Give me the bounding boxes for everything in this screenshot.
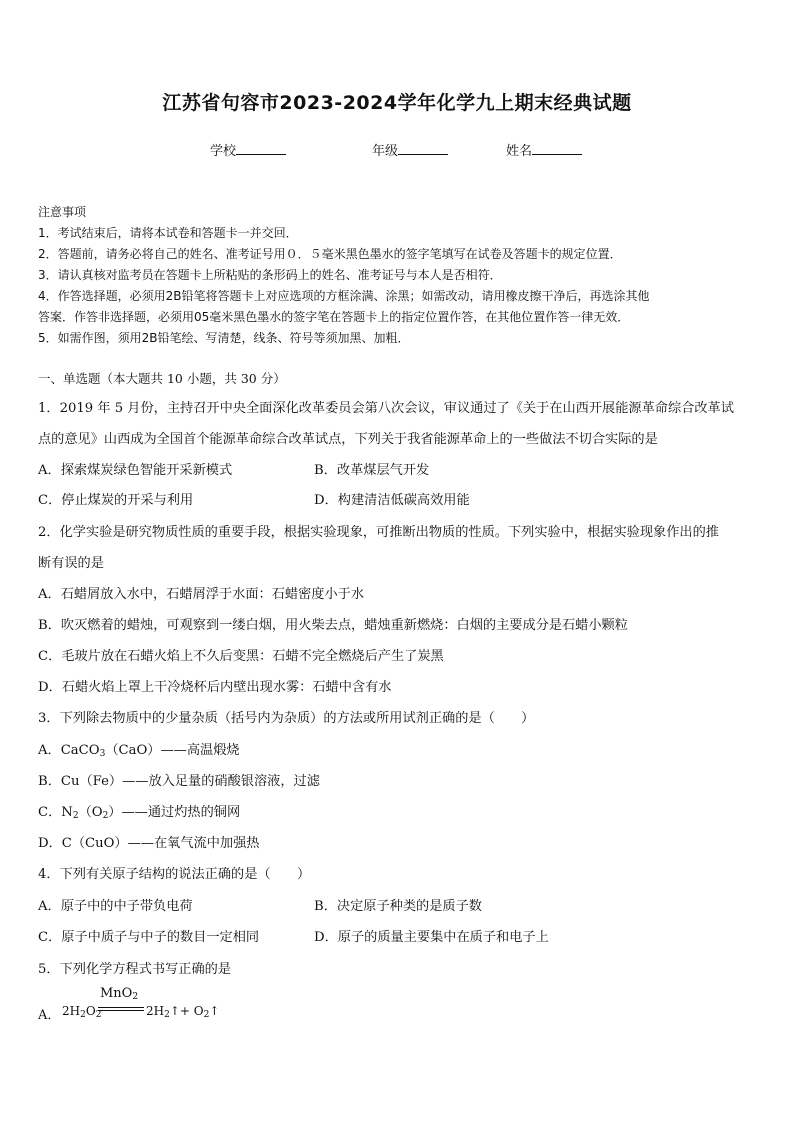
- notice-heading: 注意事项: [38, 205, 87, 219]
- q5-a-left-mid: O: [85, 1004, 96, 1018]
- q3-c-sub2: 2: [102, 811, 109, 821]
- page-title: 江苏省句容市2023-2024学年化学九上期末经典试题: [162, 92, 632, 114]
- q3-c-sub1: 2: [72, 811, 79, 821]
- notice-item: 3．请认真核对监考员在答题卡上所粘贴的条形码上的姓名、准考证号与本人是否相符．: [38, 268, 502, 282]
- q5-a-catalyst-text: MnO: [100, 986, 133, 1001]
- q5-a-left: 2H: [62, 1004, 81, 1018]
- q1-option-d[interactable]: D．构建清洁低碳高效用能: [314, 493, 470, 508]
- q3-a-prefix: A．CaCO: [38, 743, 100, 758]
- school-field: [210, 140, 286, 159]
- q5-a-right-rest: ↑+ O: [169, 1004, 204, 1018]
- notice-item: 5．如需作图，须用2B铅笔绘、写清楚，线条、符号等须加黑、加粗．: [38, 331, 410, 345]
- notice-item: 答案．作答非选择题，必须用05毫米黑色墨水的签字笔在答题卡上的指定位置作答，在其他位置作答一律无效．: [38, 310, 630, 324]
- notice-item: 2．答题前，请务必将自己的姓名、准考证号用０．５毫米黑色墨水的签字笔填写在试卷及答题卡的规定位置．: [38, 247, 622, 261]
- q3-c-rest: ）——通过灼热的铜网: [108, 805, 241, 820]
- equation-bar-top: [98, 1007, 144, 1008]
- school-blank[interactable]: [236, 142, 286, 155]
- name-label: 姓名: [506, 144, 533, 159]
- notice-item: 4．作答选择题，必须用2B铅笔将答题卡上对应选项的方框涂满、涂黑；如需改动，请用橡皮擦干净后，再选涂其他: [38, 289, 650, 303]
- q5-a-left-sub2: 2: [95, 1010, 102, 1020]
- q4-option-d[interactable]: D．原子的质量主要集中在质子和电子上: [314, 930, 549, 945]
- section-heading: 一、单选题（本大题共 10 小题，共 30 分）: [38, 371, 286, 386]
- notice-item: 1．考试结束后，请将本试卷和答题卡一并交回．: [38, 226, 298, 240]
- q3-option-a[interactable]: [38, 739, 240, 759]
- question-3-stem: 3．下列除去物质中的少量杂质（括号内为杂质）的方法或所用试剂正确的是（ ）: [38, 711, 535, 726]
- q3-option-c[interactable]: [38, 801, 240, 821]
- equation-bar-bottom: [98, 1010, 144, 1011]
- grade-field: [372, 140, 448, 159]
- q3-c-prefix: C．N: [38, 805, 73, 820]
- q4-option-b[interactable]: B．决定原子种类的是质子数: [314, 899, 482, 914]
- q3-option-b[interactable]: B．Cu（Fe）——放入足量的硝酸银溶液，过滤: [38, 774, 320, 789]
- q4-option-a[interactable]: A．原子中的中子带负电荷: [38, 899, 193, 914]
- q1-option-b[interactable]: B．改革煤层气开发: [314, 463, 430, 478]
- question-4-stem: 4．下列有关原子结构的说法正确的是（ ）: [38, 867, 311, 882]
- q3-option-d[interactable]: D．C（CuO）——在氧气流中加强热: [38, 836, 260, 851]
- school-label: 学校: [210, 144, 237, 159]
- q5-a-right-sub: 2: [164, 1010, 170, 1020]
- q3-a-rest: （CaO）——高温煅烧: [105, 743, 240, 758]
- q2-option-d[interactable]: D．石蜡火焰上罩上干冷烧杯后内壁出现水雾：石蜡中含有水: [38, 680, 392, 695]
- grade-blank[interactable]: [398, 142, 448, 155]
- q5-a-catalyst-sub: 2: [132, 992, 139, 1002]
- q5-a-reactants: [62, 1004, 101, 1020]
- q2-option-a[interactable]: A．石蜡屑放入水中，石蜡屑浮于水面：石蜡密度小于水: [38, 587, 365, 602]
- question-2-stem: 2．化学实验是研究物质性质的重要手段，根据实验现象，可推断出物质的性质。下列实验中，根据实验现象作出的推: [38, 525, 719, 540]
- q5-option-a[interactable]: [38, 986, 298, 1026]
- q2-option-c[interactable]: C．毛玻片放在石蜡火焰上不久后变黑：石蜡不完全燃烧后产生了炭黑: [38, 649, 444, 664]
- q5-a-label: A．: [38, 1008, 61, 1023]
- question-2-stem-cont: 断有误的是: [38, 556, 104, 571]
- q1-option-a[interactable]: A．探索煤炭绿色智能开采新模式: [38, 463, 233, 478]
- question-1-stem: 1．2019 年 5 月份，主持召开中央全面深化改革委员会第八次会议，审议通过了《关于在山西开展能源革命综合改革试: [38, 401, 734, 416]
- q5-a-left-sub1: 2: [80, 1010, 86, 1020]
- q3-c-mid: （O: [78, 805, 103, 820]
- name-blank[interactable]: [532, 142, 582, 155]
- q3-a-sub: 3: [99, 749, 106, 759]
- q5-a-products: [146, 1004, 219, 1020]
- name-field: [506, 140, 582, 159]
- question-5-stem: 5．下列化学方程式书写正确的是: [38, 962, 232, 977]
- q1-option-c[interactable]: C．停止煤炭的开采与利用: [38, 493, 194, 508]
- q5-a-right-sub2: 2: [203, 1010, 210, 1020]
- q4-option-c[interactable]: C．原子中质子与中子的数目一定相同: [38, 930, 260, 945]
- grade-label: 年级: [372, 144, 399, 159]
- question-1-stem-cont: 点的意见》山西成为全国首个能源革命综合改革试点，下列关于我省能源革命上的一些做法不切合实际的是: [38, 432, 658, 447]
- q5-a-right-arrow: ↑: [209, 1004, 220, 1018]
- q2-option-b[interactable]: B．吹灭燃着的蜡烛，可观察到一缕白烟，用火柴去点，蜡烛重新燃烧：白烟的主要成分是石蜡小颗粒: [38, 618, 628, 633]
- q5-a-catalyst: [100, 986, 138, 1002]
- q5-a-right: 2H: [146, 1004, 165, 1018]
